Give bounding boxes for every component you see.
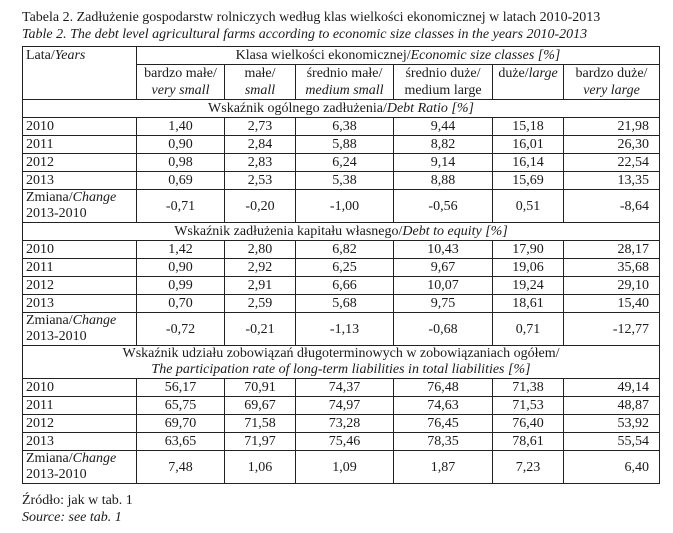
- change-value-cell: -0,71: [137, 190, 225, 223]
- value-cell: 0,70: [137, 295, 225, 313]
- value-cell: 2,53: [225, 172, 296, 190]
- value-cell: 29,10: [564, 277, 660, 295]
- value-cell: 76,40: [493, 415, 564, 433]
- value-cell: 18,61: [493, 295, 564, 313]
- change-value-cell: -0,72: [137, 313, 225, 346]
- value-cell: 9,14: [394, 154, 493, 172]
- column-header-en-text: very large: [583, 83, 640, 98]
- year-cell: 2013: [23, 433, 137, 451]
- column-header-en: large: [528, 66, 558, 81]
- value-cell: 2,84: [225, 136, 296, 154]
- value-cell: 6,24: [296, 154, 394, 172]
- table-row: [23, 259, 660, 277]
- value-cell: 2,91: [225, 277, 296, 295]
- value-cell: 71,97: [225, 433, 296, 451]
- change-label-en: Change: [72, 451, 117, 466]
- section-title-row: [23, 223, 660, 241]
- value-cell: 22,54: [564, 154, 660, 172]
- value-cell: 8,88: [394, 172, 493, 190]
- table-row: [23, 277, 660, 295]
- column-header-en-text: small: [244, 83, 276, 98]
- value-cell: 0,90: [137, 259, 225, 277]
- column-header-en: [564, 82, 660, 100]
- value-cell: 2,73: [225, 118, 296, 136]
- value-cell: 71,53: [493, 397, 564, 415]
- value-cell: 0,99: [137, 277, 225, 295]
- change-label: [23, 190, 137, 223]
- change-value-cell: 7,23: [493, 451, 564, 484]
- year-cell: 2010: [23, 379, 137, 397]
- change-label-pl: Zmiana/: [26, 313, 73, 328]
- value-cell: 1,42: [137, 241, 225, 259]
- change-row: [23, 190, 660, 223]
- value-cell: 10,43: [394, 241, 493, 259]
- value-cell: 76,48: [394, 379, 493, 397]
- section-title-en: Debt to equity [%]: [402, 224, 508, 239]
- table-row: [23, 154, 660, 172]
- value-cell: 69,67: [225, 397, 296, 415]
- change-value-cell: 0,51: [493, 190, 564, 223]
- value-cell: 5,38: [296, 172, 394, 190]
- change-value-cell: -0,56: [394, 190, 493, 223]
- table-row: [23, 379, 660, 397]
- value-cell: 35,68: [564, 259, 660, 277]
- value-cell: 6,66: [296, 277, 394, 295]
- change-value-cell: 0,71: [493, 313, 564, 346]
- change-label-en: Change: [72, 313, 117, 328]
- column-header-en: [225, 82, 296, 100]
- change-value-cell: -0,21: [225, 313, 296, 346]
- year-cell: 2012: [23, 154, 137, 172]
- column-header-en-text: medium large: [404, 83, 482, 98]
- table-row: [23, 136, 660, 154]
- value-cell: 2,92: [225, 259, 296, 277]
- value-cell: 2,59: [225, 295, 296, 313]
- change-label: [23, 313, 137, 346]
- value-cell: 0,90: [137, 136, 225, 154]
- change-label-pl: Zmiana/: [26, 451, 73, 466]
- year-cell: 2010: [23, 241, 137, 259]
- change-value-cell: -1,13: [296, 313, 394, 346]
- year-cell: 2011: [23, 397, 137, 415]
- table-row: [23, 433, 660, 451]
- value-cell: 0,98: [137, 154, 225, 172]
- value-cell: 15,69: [493, 172, 564, 190]
- value-cell: 5,88: [296, 136, 394, 154]
- change-period: 2013-2010: [26, 329, 87, 344]
- column-header-pl: duże/: [498, 66, 529, 81]
- column-header-en-text: very small: [151, 83, 210, 98]
- debt-table: [22, 46, 660, 484]
- column-header-pl: średnio małe/: [296, 65, 394, 83]
- year-cell: 2013: [23, 172, 137, 190]
- change-value-cell: -12,77: [564, 313, 660, 346]
- table-row: [23, 118, 660, 136]
- year-cell: 2012: [23, 415, 137, 433]
- section-title: [23, 100, 660, 118]
- column-header-en: [296, 82, 394, 100]
- value-cell: 76,45: [394, 415, 493, 433]
- value-cell: 53,92: [564, 415, 660, 433]
- change-label: [23, 451, 137, 484]
- year-cell: 2013: [23, 295, 137, 313]
- table-row: [23, 172, 660, 190]
- value-cell: 16,14: [493, 154, 564, 172]
- value-cell: 6,82: [296, 241, 394, 259]
- change-value-cell: -8,64: [564, 190, 660, 223]
- section-title-row: [23, 100, 660, 118]
- value-cell: 56,17: [137, 379, 225, 397]
- value-cell: 21,98: [564, 118, 660, 136]
- change-value-cell: 6,40: [564, 451, 660, 484]
- table-row: [23, 241, 660, 259]
- value-cell: 26,30: [564, 136, 660, 154]
- value-cell: 78,35: [394, 433, 493, 451]
- change-row: [23, 451, 660, 484]
- year-cell: 2011: [23, 136, 137, 154]
- value-cell: 19,06: [493, 259, 564, 277]
- value-cell: 19,24: [493, 277, 564, 295]
- value-cell: 49,14: [564, 379, 660, 397]
- value-cell: 6,38: [296, 118, 394, 136]
- column-header-pl: średnio duże/: [394, 65, 493, 83]
- value-cell: 1,40: [137, 118, 225, 136]
- table-title-pl: Tabela 2. Zadłużenie gospodarstw rolniczych według klas wielkości ekonomicznej w latach 2010-2013: [22, 10, 601, 25]
- column-header: [493, 65, 564, 100]
- value-cell: 55,54: [564, 433, 660, 451]
- value-cell: 74,63: [394, 397, 493, 415]
- value-cell: 13,35: [564, 172, 660, 190]
- change-row: [23, 313, 660, 346]
- table-title-en: Table 2. The debt level agricultural farms according to economic size classes in the years 2010-2013: [22, 27, 588, 42]
- value-cell: 65,75: [137, 397, 225, 415]
- value-cell: 71,38: [493, 379, 564, 397]
- column-header-en: [394, 82, 493, 100]
- value-cell: 28,17: [564, 241, 660, 259]
- years-header-en: Years: [54, 48, 86, 63]
- table-row: [23, 397, 660, 415]
- value-cell: 6,25: [296, 259, 394, 277]
- change-value-cell: 7,48: [137, 451, 225, 484]
- change-period: 2013-2010: [26, 467, 87, 482]
- column-header-pl: bardzo małe/: [137, 65, 225, 83]
- value-cell: 73,28: [296, 415, 394, 433]
- section-title-en: Debt Ratio [%]: [386, 101, 474, 116]
- value-cell: 70,91: [225, 379, 296, 397]
- economic-class-header-en: Economic size classes [%]: [410, 48, 561, 63]
- section-title-pl: Wskaźnik ogólnego zadłużenia/: [208, 101, 387, 116]
- value-cell: 0,69: [137, 172, 225, 190]
- change-value-cell: 1,09: [296, 451, 394, 484]
- section-title: [23, 346, 660, 379]
- section-title-en: The participation rate of long-term liabilities in total liabilities [%]: [151, 362, 531, 377]
- change-value-cell: 1,06: [225, 451, 296, 484]
- source-note-pl: Źródło: jak w tab. 1: [22, 493, 133, 508]
- table-row: [23, 295, 660, 313]
- value-cell: 9,75: [394, 295, 493, 313]
- value-cell: 8,82: [394, 136, 493, 154]
- change-period: 2013-2010: [26, 206, 87, 221]
- years-header: [23, 47, 137, 100]
- section-title-pl: Wskaźnik zadłużenia kapitału własnego/: [174, 224, 403, 239]
- year-cell: 2010: [23, 118, 137, 136]
- value-cell: 74,37: [296, 379, 394, 397]
- year-cell: 2012: [23, 277, 137, 295]
- change-value-cell: -0,20: [225, 190, 296, 223]
- change-value-cell: 1,87: [394, 451, 493, 484]
- change-value-cell: -1,00: [296, 190, 394, 223]
- change-label-en: Change: [72, 190, 117, 205]
- value-cell: 2,80: [225, 241, 296, 259]
- value-cell: 9,44: [394, 118, 493, 136]
- column-header-pl: małe/: [225, 65, 296, 83]
- value-cell: 75,46: [296, 433, 394, 451]
- year-cell: 2011: [23, 259, 137, 277]
- value-cell: 63,65: [137, 433, 225, 451]
- header-row-1: [23, 47, 660, 65]
- column-header-en: [137, 82, 225, 100]
- value-cell: 17,90: [493, 241, 564, 259]
- change-value-cell: -0,68: [394, 313, 493, 346]
- value-cell: 16,01: [493, 136, 564, 154]
- change-label-pl: Zmiana/: [26, 190, 73, 205]
- value-cell: 9,67: [394, 259, 493, 277]
- years-header-pl: Lata/: [26, 48, 55, 63]
- column-header-en-text: medium small: [305, 83, 384, 98]
- table-row: [23, 415, 660, 433]
- section-title: [23, 223, 660, 241]
- value-cell: 10,07: [394, 277, 493, 295]
- value-cell: 2,83: [225, 154, 296, 172]
- column-header-pl: bardzo duże/: [564, 65, 660, 83]
- value-cell: 69,70: [137, 415, 225, 433]
- section-title-pl: Wskaźnik udziału zobowiązań długoterminowych w zobowiązaniach ogółem/: [122, 346, 560, 361]
- section-title-row: [23, 346, 660, 379]
- value-cell: 15,40: [564, 295, 660, 313]
- source-note-en: Source: see tab. 1: [22, 510, 122, 525]
- value-cell: 78,61: [493, 433, 564, 451]
- economic-class-header-pl: Klasa wielkości ekonomicznej/: [235, 48, 411, 63]
- value-cell: 71,58: [225, 415, 296, 433]
- economic-class-header: [137, 47, 660, 65]
- value-cell: 5,68: [296, 295, 394, 313]
- value-cell: 74,97: [296, 397, 394, 415]
- value-cell: 15,18: [493, 118, 564, 136]
- value-cell: 48,87: [564, 397, 660, 415]
